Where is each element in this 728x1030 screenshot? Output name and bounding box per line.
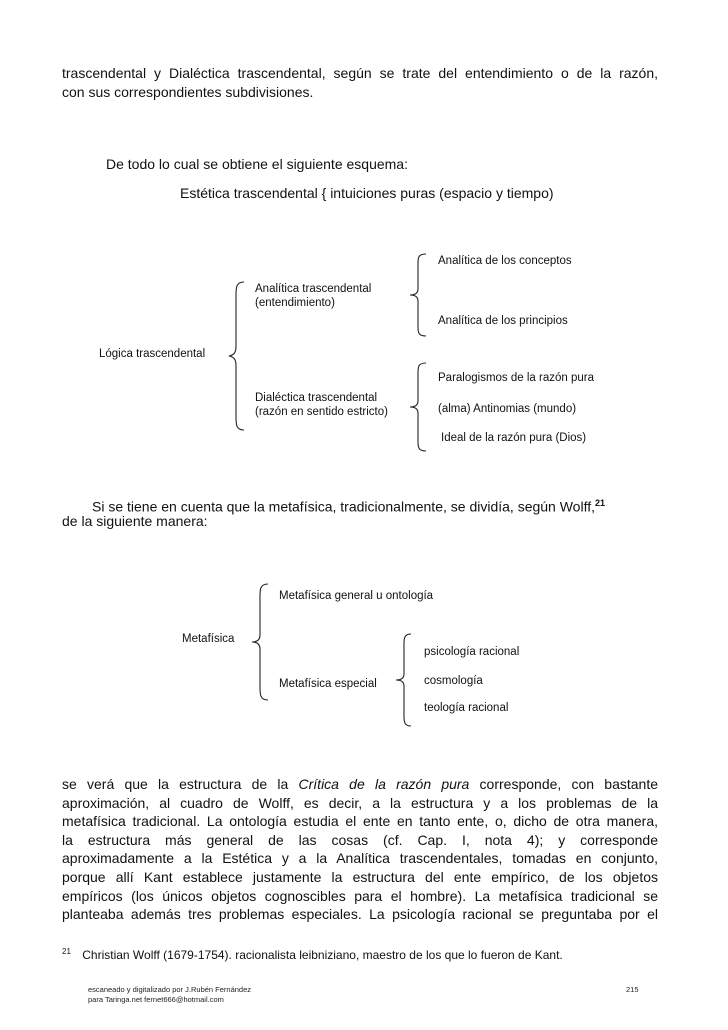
cosmologia: cosmología (424, 675, 483, 687)
analitica-conceptos: Analítica de los conceptos (438, 255, 572, 267)
body-line-2: aproximación, al cuadro de Wolff, es decir, a la estructura y a los problemas de la (62, 794, 658, 811)
footnote-number: 21 (62, 947, 71, 956)
metafisica-especial: Metafísica especial (279, 678, 377, 690)
footnote (62, 944, 563, 963)
dialectica-label (255, 391, 388, 419)
metafisica-label: Metafísica (182, 633, 235, 645)
analitica-label-line-1: Analítica trascendental (255, 283, 372, 295)
body-line-1-end: corresponde, con bastante (469, 776, 658, 792)
dialectica-brace (408, 362, 430, 452)
scheme-lead-text: De todo lo cual se obtiene el siguiente esquema: (106, 156, 408, 172)
intro-paragraph (62, 64, 658, 101)
especial-brace (395, 633, 415, 727)
body-line-1 (62, 775, 658, 794)
metafisica-general: Metafísica general u ontología (279, 590, 434, 602)
estetica-line: Estética trascendental { intuiciones puras (espacio y tiempo) (180, 185, 554, 201)
scan-credit (88, 985, 251, 1005)
body-line-6: porque allí Kant establece justamente la estructura del ente empírico, de los objetos (62, 868, 658, 885)
paralogismos: Paralogismos de la razón pura (438, 372, 594, 384)
body-line-4: la estructura más general de las cosas (cf. Cap. I, nota 4); y corresponde (62, 831, 658, 848)
analitica-label-line-2: (entendimiento) (255, 297, 335, 309)
footnote-ref-21[interactable]: 21 (595, 498, 606, 508)
body-paragraph (62, 775, 658, 924)
dialectica-label-line-1: Dialéctica trascendental (255, 392, 378, 404)
body-line-1-start: se verá que la estructura de la (62, 776, 299, 792)
body-line-3: metafísica tradicional. La ontología estudia el ente en tanto ente, o, dicho de otra manera, (62, 813, 658, 830)
ideal-razon: Ideal de la razón pura (Dios) (441, 432, 587, 444)
body-line-5: aproximadamente a la Estética y a la Analítica trascendentales, tomadas en conjunto, (62, 850, 658, 867)
book-title: Crítica de la razón pura (298, 776, 470, 792)
intro-line-1: trascendental y Dialéctica trascendental, según se trate del entendimiento o de la razón, (62, 65, 658, 81)
scan-credit-line-1: escaneado y digitalizado por J.Rubén Fernández (88, 985, 252, 994)
metafisica-brace (250, 583, 272, 701)
logica-label: Lógica trascendental (99, 348, 206, 360)
intro-line-2: con sus correspondientes subdivisiones. (62, 83, 314, 100)
dialectica-label-line-2: (razón en sentido estricto) (255, 406, 388, 418)
analitica-brace (408, 253, 430, 337)
logica-brace (228, 281, 248, 431)
psicologia-racional: psicología racional (424, 646, 520, 658)
body-line-8: planteaba además tres problemas especiales. La psicología racional se preguntaba por el (62, 906, 658, 923)
page-number: 215 (626, 985, 639, 994)
analitica-principios: Analítica de los principios (438, 315, 568, 327)
body-line-7: empíricos (los únicos objetos cognoscibles para el hombre). La metafísica tradicional se (62, 887, 658, 904)
wolff-line-1-text: Si se tiene en cuenta que la metafísica, tradicionalmente, se dividía, según Wolff, (92, 498, 595, 515)
footnote-text: Christian Wolff (1679-1754). racionalista leibniziano, maestro de los que lo fueron de Kant. (82, 948, 563, 962)
antinomias: (alma) Antinomias (mundo) (438, 403, 577, 415)
wolff-line-2: de la siguiente manera: (62, 513, 208, 529)
analitica-label (255, 282, 371, 310)
teologia-racional: teología racional (424, 702, 509, 714)
scan-credit-line-2: para Taringa.net fernet666@hotmail.com (88, 995, 224, 1004)
